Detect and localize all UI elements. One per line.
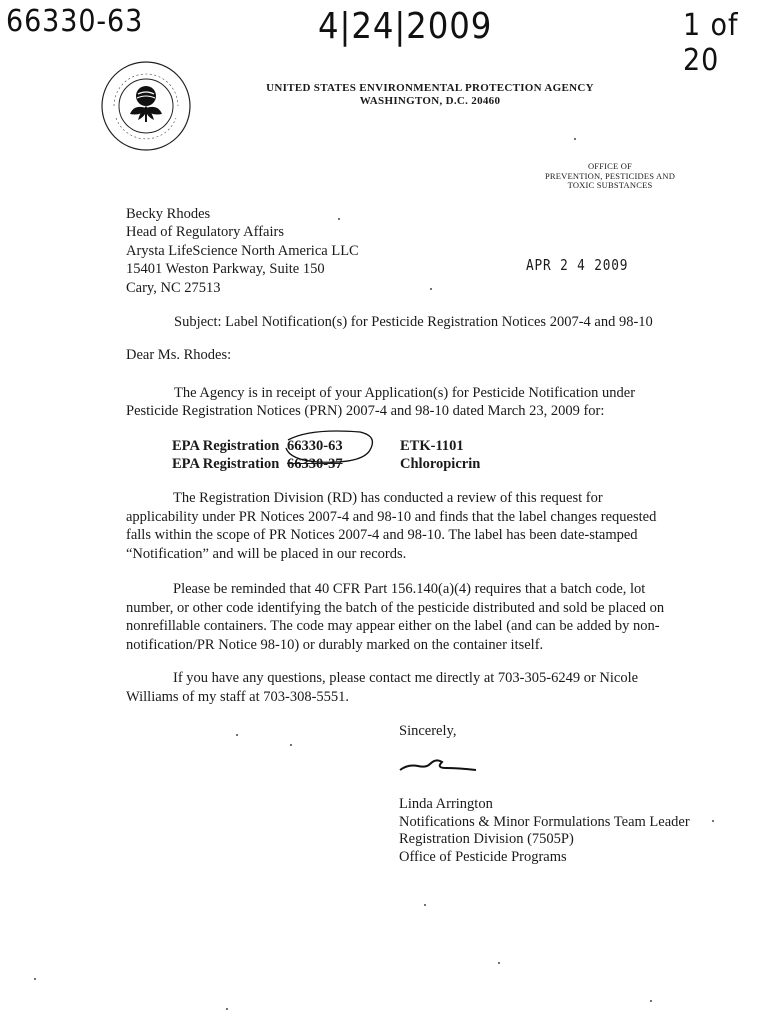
handwritten-file-number: 66330-63 bbox=[6, 4, 144, 39]
scan-speck bbox=[498, 962, 500, 964]
paragraph-2 bbox=[126, 489, 706, 563]
scan-speck bbox=[226, 1008, 228, 1010]
paragraph-2-line: applicability under PR Notices 2007-4 and 98-10 and finds that the label changes requested bbox=[126, 508, 657, 525]
paragraph-3 bbox=[126, 580, 706, 654]
salutation: Dear Ms. Rhodes: bbox=[126, 347, 232, 363]
product-name: ETK-1101 bbox=[400, 438, 464, 454]
recipient-name: Becky Rhodes bbox=[126, 206, 211, 222]
scan-speck bbox=[34, 978, 36, 980]
registration-number-struck: 66330-37 bbox=[287, 456, 343, 472]
handwritten-date: 4|24|2009 bbox=[318, 6, 493, 47]
recipient-title: Head of Regulatory Affairs bbox=[126, 224, 284, 241]
agency-letterhead bbox=[200, 82, 660, 108]
recipient-address bbox=[126, 205, 359, 297]
paragraph-3-line: number, or other code identifying the batch of the pesticide distributed and sold be placed on bbox=[126, 599, 665, 616]
epa-seal-logo bbox=[100, 60, 192, 152]
scan-speck bbox=[236, 734, 238, 736]
registration-label: EPA Registration bbox=[172, 438, 280, 454]
recipient-street: 15401 Weston Parkway, Suite 150 bbox=[126, 261, 325, 278]
office-line: TOXIC SUBSTANCES bbox=[567, 180, 653, 190]
scan-speck bbox=[424, 904, 426, 906]
recipient-city: Cary, NC 27513 bbox=[126, 279, 221, 296]
signature-block bbox=[399, 796, 690, 866]
closing: Sincerely, bbox=[399, 723, 457, 739]
agency-address: WASHINGTON, D.C. 20460 bbox=[359, 95, 501, 107]
signer-title: Notifications & Minor Formulations Team Leader bbox=[399, 813, 690, 830]
paragraph-1-line: The Agency is in receipt of your Application(s) for Pesticide Notification under bbox=[174, 385, 636, 401]
handwritten-circle-mark bbox=[270, 426, 380, 470]
product-name: Chloropicrin bbox=[400, 456, 481, 472]
date-stamp: APR 2 4 2009 bbox=[526, 256, 629, 274]
paragraph-4-line: Williams of my staff at 703-308-5551. bbox=[126, 688, 350, 705]
registration-number: 66330-63 bbox=[287, 438, 343, 454]
paragraph-2-line: The Registration Division (RD) has conducted a review of this request for bbox=[173, 490, 603, 506]
handwritten-page-count: 1 of 20 bbox=[683, 8, 739, 78]
agency-name: UNITED STATES ENVIRONMENTAL PROTECTION AGENCY bbox=[266, 82, 594, 94]
scan-speck bbox=[338, 218, 340, 220]
office-line: OFFICE OF bbox=[587, 161, 633, 171]
office-heading bbox=[520, 162, 700, 191]
signer-office: Office of Pesticide Programs bbox=[399, 848, 567, 865]
paragraph-3-line: nonrefillable containers. The code may appear either on the label (and can be added by non- bbox=[126, 618, 660, 635]
paragraph-3-line: Please be reminded that 40 CFR Part 156.140(a)(4) requires that a batch code, lot bbox=[173, 581, 646, 597]
scan-speck bbox=[650, 1000, 652, 1002]
signer-name: Linda Arrington bbox=[399, 796, 493, 812]
paragraph-1-line: Pesticide Registration Notices (PRN) 2007-4 and 98-10 dated March 23, 2009 for: bbox=[126, 403, 605, 419]
paragraph-2-line: “Notification” and will be placed in our records. bbox=[126, 545, 407, 562]
handwritten-signature bbox=[396, 752, 486, 778]
scan-speck bbox=[290, 744, 292, 746]
signer-division: Registration Division (7505P) bbox=[399, 831, 574, 848]
paragraph-4-line: If you have any questions, please contact me directly at 703-305-6249 or Nicole bbox=[173, 670, 639, 686]
paragraph-2-line: falls within the scope of PR Notices 2007-4 and 98-10. The label has been date-stamped bbox=[126, 527, 638, 544]
scan-speck bbox=[712, 820, 714, 822]
scan-speck bbox=[574, 138, 576, 140]
paragraph-3-line: notification/PR Notice 98-10) or durably marked on the container itself. bbox=[126, 636, 544, 653]
recipient-company: Arysta LifeScience North America LLC bbox=[126, 242, 359, 259]
scan-speck bbox=[430, 288, 432, 290]
paragraph-4 bbox=[126, 669, 706, 706]
subject-line: Subject: Label Notification(s) for Pesticide Registration Notices 2007-4 and 98-10 bbox=[174, 314, 653, 330]
office-line: PREVENTION, PESTICIDES AND bbox=[544, 170, 676, 181]
registration-label: EPA Registration bbox=[172, 456, 280, 472]
